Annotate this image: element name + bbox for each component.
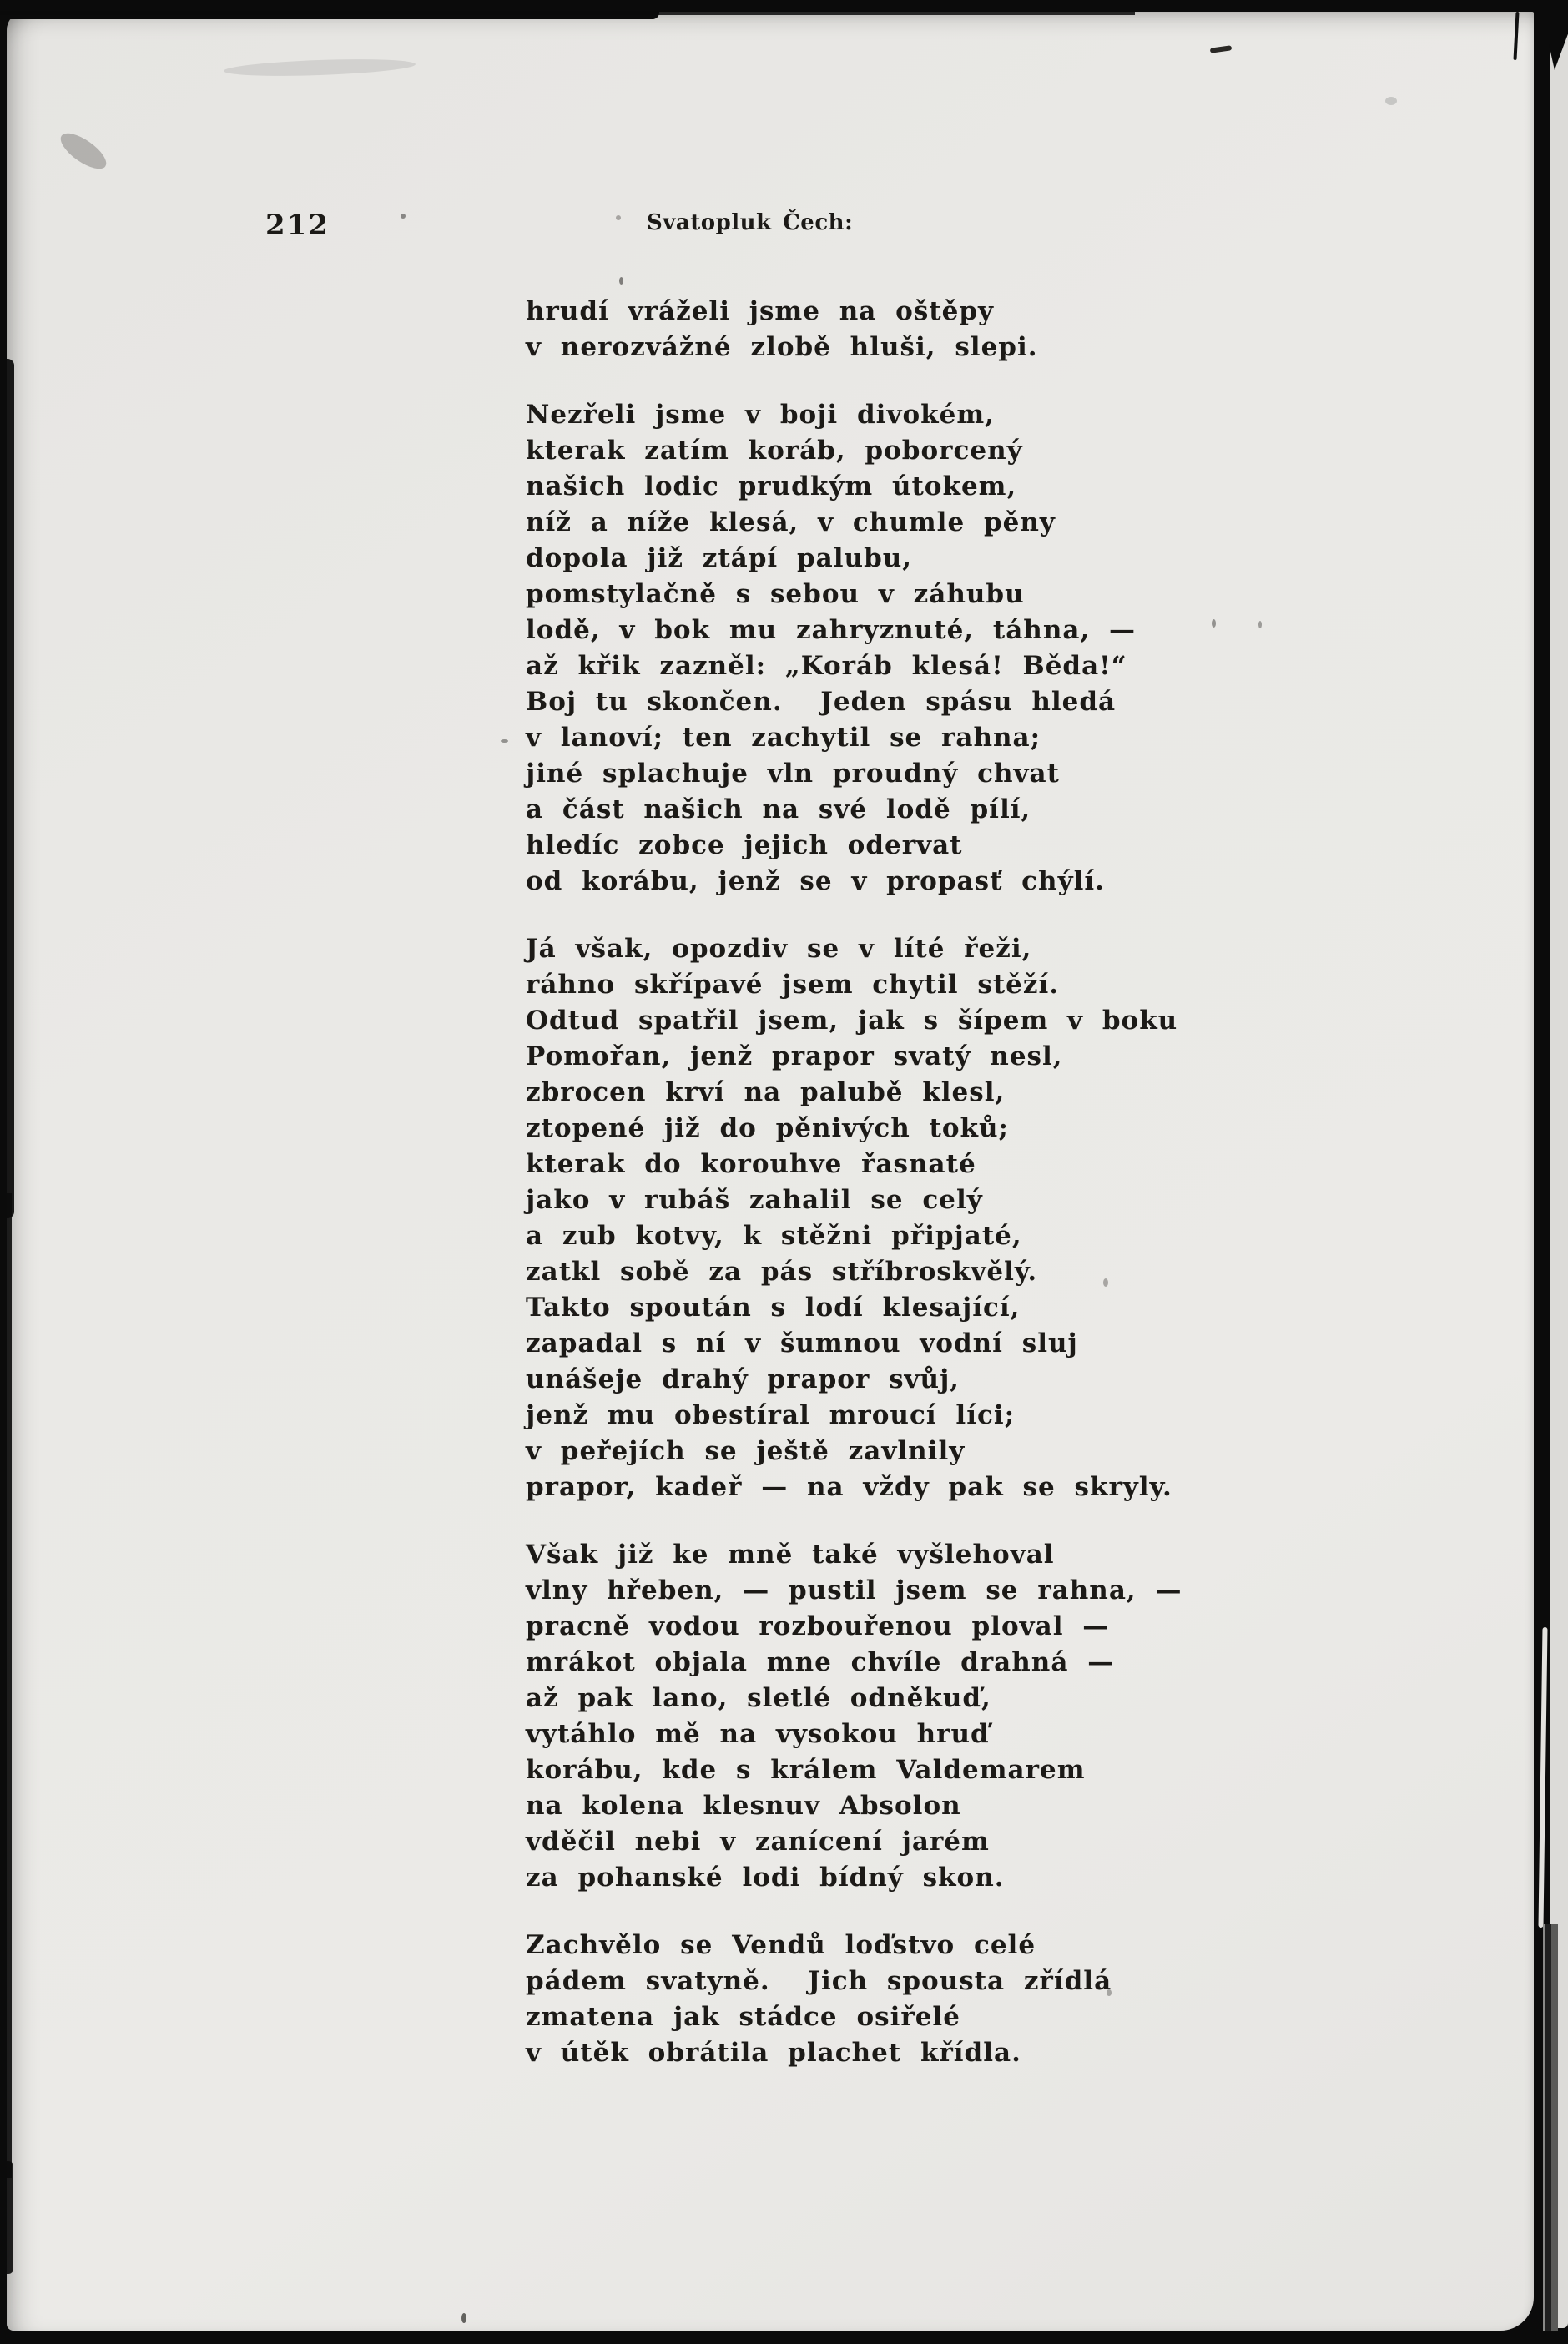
poem-line: jiné splachuje vln proudný chvat (526, 759, 1060, 789)
poem-line: zapadal s ní v šumnou vodní sluj (526, 1328, 1078, 1359)
poem-line: kterak do korouhve řasnaté (526, 1149, 976, 1179)
poem-line: vděčil nebi v zanícení jarém (526, 1827, 990, 1857)
scan-speck (501, 739, 508, 743)
poem-text (526, 294, 1182, 2103)
poem-line: až pak lano, sletlé odněkuď, (526, 1683, 991, 1713)
poem-line: Však již ke mně také vyšlehoval (526, 1540, 1055, 1570)
scan-top-edge (0, 11, 1135, 15)
poem-line: mrákot objala mne chvíle drahná — (526, 1647, 1115, 1677)
poem-stanza (526, 931, 1182, 1505)
poem-line: Nezřeli jsme v boji divokém, (526, 400, 995, 430)
poem-line: Zachvělo se Vendů loďstvo celé (526, 1930, 1036, 1960)
poem-line: za pohanské lodi bídný skon. (526, 1863, 1005, 1893)
scan-left-edge (7, 1193, 12, 2178)
gutter-shadow-line (1543, 1924, 1558, 2331)
poem-line: vlny hřeben, — pustil jsem se rahna, — (526, 1575, 1182, 1606)
poem-line: unášeje drahý prapor svůj, (526, 1364, 960, 1394)
scan-speck (1103, 1278, 1108, 1287)
poem-line: ztopené již do pěnivých toků; (526, 1113, 1009, 1143)
poem-line: a část našich na své lodě pílí, (526, 794, 1031, 824)
poem-line: dopola již ztápí palubu, (526, 543, 913, 573)
poem-line: vytáhlo mě na vysokou hruď (526, 1719, 990, 1749)
poem-line: korábu, kde s králem Valdemarem (526, 1755, 1086, 1785)
scan-speck (619, 277, 623, 285)
running-header: Svatopluk Čech: (647, 210, 854, 235)
poem-line: Boj tu skončen. Jeden spásu hledá (526, 687, 1117, 717)
poem-line: jenž mu obestíral mroucí líci; (526, 1400, 1016, 1430)
scan-speck (401, 214, 406, 219)
scan-speck (1107, 1989, 1112, 1996)
scan-speck (616, 215, 621, 220)
poem-line: v lanoví; ten zachytil se rahna; (526, 723, 1041, 753)
poem-stanza (526, 1928, 1182, 2071)
poem-line: kterak zatím koráb, poborcený (526, 436, 1023, 466)
poem-line: jako v rubáš zahalil se celý (526, 1185, 983, 1215)
scan-smudge (1385, 97, 1397, 105)
poem-stanza (526, 397, 1182, 900)
poem-line: hledíc zobce jejich odervat (526, 830, 963, 860)
poem-line: Odtud spatřil jsem, jak s šípem v boku (526, 1006, 1178, 1036)
poem-line: od korábu, jenž se v propasť chýlí. (526, 866, 1105, 896)
scan-left-edge (7, 359, 14, 1218)
poem-line: pádem svatyně. Jich spousta zřídlá (526, 1966, 1112, 1996)
poem-line: v peřejích se ještě zavlnily (526, 1436, 966, 1466)
poem-line: ráhno skřípavé jsem chytil stěží. (526, 970, 1060, 1000)
poem-line: v nerozvážné zlobě hluši, slepi. (526, 332, 1038, 362)
poem-line: v útěk obrátila plachet křídla. (526, 2038, 1021, 2068)
poem-line: Pomořan, jenž prapor svatý nesl, (526, 1041, 1063, 1071)
poem-line: níž a níže klesá, v chumle pěny (526, 507, 1056, 537)
poem-line: na kolena klesnuv Absolon (526, 1791, 961, 1821)
poem-line: našich lodic prudkým útokem, (526, 471, 1017, 502)
poem-stanza (526, 1537, 1182, 1896)
poem-line: pomstylačně s sebou v záhubu (526, 579, 1025, 609)
scan-speck (1258, 621, 1262, 628)
poem-line: pracně vodou rozbouřenou ploval — (526, 1611, 1110, 1641)
poem-stanza (526, 294, 1182, 365)
poem-line: zatkl sobě za pás stříbroskvělý. (526, 1257, 1038, 1287)
scan-speck (461, 2313, 466, 2323)
page-number: 212 (265, 209, 330, 242)
poem-line: prapor, kadeř — na vždy pak se skryly. (526, 1472, 1172, 1502)
poem-line: a zub kotvy, k stěžni připjaté, (526, 1221, 1022, 1251)
poem-line: lodě, v bok mu zahryznuté, táhna, — (526, 615, 1137, 645)
poem-line: až křik zazněl: „Koráb klesá! Běda!“ (526, 651, 1127, 681)
poem-line: zmatena jak stádce osiřelé (526, 2002, 960, 2032)
poem-line: hrudí vráželi jsme na oštěpy (526, 296, 995, 326)
poem-line: zbrocen krví na palubě klesl, (526, 1077, 1006, 1107)
scan-left-edge (7, 2161, 13, 2274)
scan-speck (1212, 619, 1216, 628)
gutter-shadow-line (1538, 1627, 1547, 1928)
poem-line: Já však, opozdiv se v líté řeži, (526, 934, 1032, 964)
poem-line: Takto spoután s lodí klesající, (526, 1293, 1021, 1323)
